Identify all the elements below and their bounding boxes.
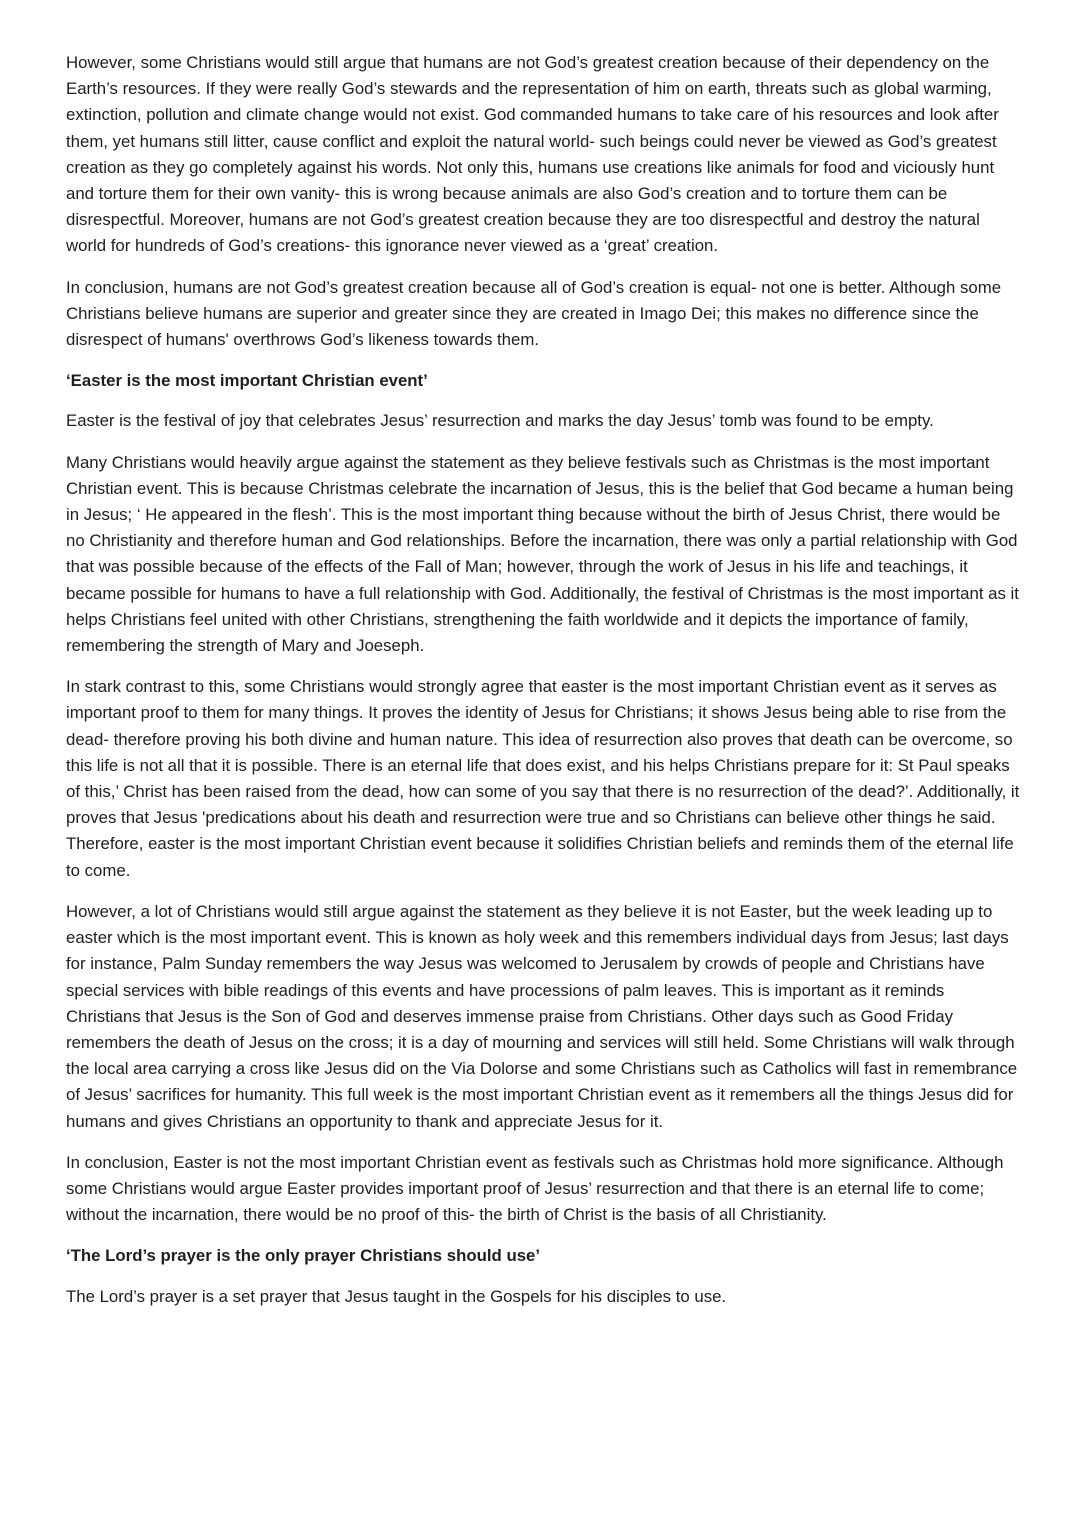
- paragraph-humans-conclusion: In conclusion, humans are not God’s greatest creation because all of God’s creation is equal- not one is better. Although some Christians believe humans are superior and greater since they are created in Imago Dei; this makes no difference since the disrespect of humans' overthrows God’s likeness towards them.: [66, 277, 1002, 350]
- paragraph-humans-dependency: However, some Christians would still argue that humans are not God’s greatest creation because of their dependency on the Earth’s resources. If they were really God’s stewards and the representation of him on earth, threats such as global warming, extinction, pollution and climate change would not exist. God commanded humans to take care of his resources and look after them, yet humans still litter, cause conflict and exploit the natural world- such beings could never be viewed as God’s greatest creation as they go completely against his words. Not only this, humans use creations like animals for food and viciously hunt and torture them for their own vanity- this is wrong because animals are also God’s creation and to torture them can be disrespectful. Moreover, humans are not God’s greatest creation because they are too disrespectful and destroy the natural world for hundreds of God’s creations- this ignorance never viewed as a ‘great’ creation.: [66, 53, 999, 256]
- heading-lords-prayer-statement: ‘The Lord’s prayer is the only prayer Christians should use’: [66, 1246, 541, 1266]
- paragraph-easter-conclusion: In conclusion, Easter is not the most important Christian event as festivals such as Christmas hold more significance. Although some Christians would argue Easter provides important proof of Jesus’ resurrection and that there is an eternal life to come; without the incarnation, there would be no proof of this- the birth of Christ is the basis of all Christianity.: [66, 1152, 1004, 1225]
- paragraph-easter-definition: Easter is the festival of joy that celebrates Jesus’ resurrection and marks the day Jesus’ tomb was found to be empty.: [66, 411, 934, 431]
- paragraph-easter-proof: In stark contrast to this, some Christians would strongly agree that easter is the most important Christian event as it serves as important proof to them for many things. It proves the identity of Jesus for Christians; it shows Jesus being able to rise from the dead- therefore proving his both divine and human nature. This idea of resurrection also proves that death can be overcome, so this life is not all that it is possible. There is an eternal life that does exist, and his helps Christians prepare for it: St Paul speaks of this,’ Christ has been raised from the dead, how can some of you say that there is no resurrection of the dead?’. Additionally, it proves that Jesus 'predications about his death and resurrection were true and so Christians can believe other things he said. Therefore, easter is the most important Christian event because it solidifies Christian beliefs and reminds them of the eternal life to come.: [66, 677, 1020, 880]
- paragraph-lords-prayer-definition: The Lord’s prayer is a set prayer that Jesus taught in the Gospels for his disciples to use.: [66, 1286, 727, 1306]
- document-body: [66, 50, 1021, 1325]
- paragraph-holy-week: However, a lot of Christians would still argue against the statement as they believe it is not Easter, but the week leading up to easter which is the most important event. This is known as holy week and this remembers individual days from Jesus; last days for instance, Palm Sunday remembers the way Jesus was welcomed to Jerusalem by crowds of people and Christians have special services with bible readings of this events and have processions of palm leaves. This is important as it reminds Christians that Jesus is the Son of God and deserves immense praise from Christians. Other days such as Good Friday remembers the death of Jesus on the cross; it is a day of mourning and services will still held. Some Christians will walk through the local area carrying a cross like Jesus did on the Via Dolorse and some Christians such as Catholics will fast in remembrance of Jesus’ sacrifices for humanity. This full week is the most important Christian event as it remembers all the things Jesus did for humans and gives Christians an opportunity to thank and appreciate Jesus for it.: [66, 901, 1018, 1131]
- paragraph-christmas-argument: Many Christians would heavily argue against the statement as they believe festivals such as Christmas is the most important Christian event. This is because Christmas celebrate the incarnation of Jesus, this is the belief that God became a human being in Jesus; ‘ He appeared in the flesh’. This is the most important thing because without the birth of Jesus Christ, there would be no Christianity and therefore human and God relationships. Before the incarnation, there was only a partial relationship with God that was possible because of the effects of the Fall of Man; however, through the work of Jesus in his life and teachings, it became possible for humans to have a full relationship with God. Additionally, the festival of Christmas is the most important as it helps Christians feel united with other Christians, strengthening the faith worldwide and it depicts the importance of family, remembering the strength of Mary and Joeseph.: [66, 452, 1019, 656]
- heading-easter-statement: ‘Easter is the most important Christian event’: [66, 371, 428, 391]
